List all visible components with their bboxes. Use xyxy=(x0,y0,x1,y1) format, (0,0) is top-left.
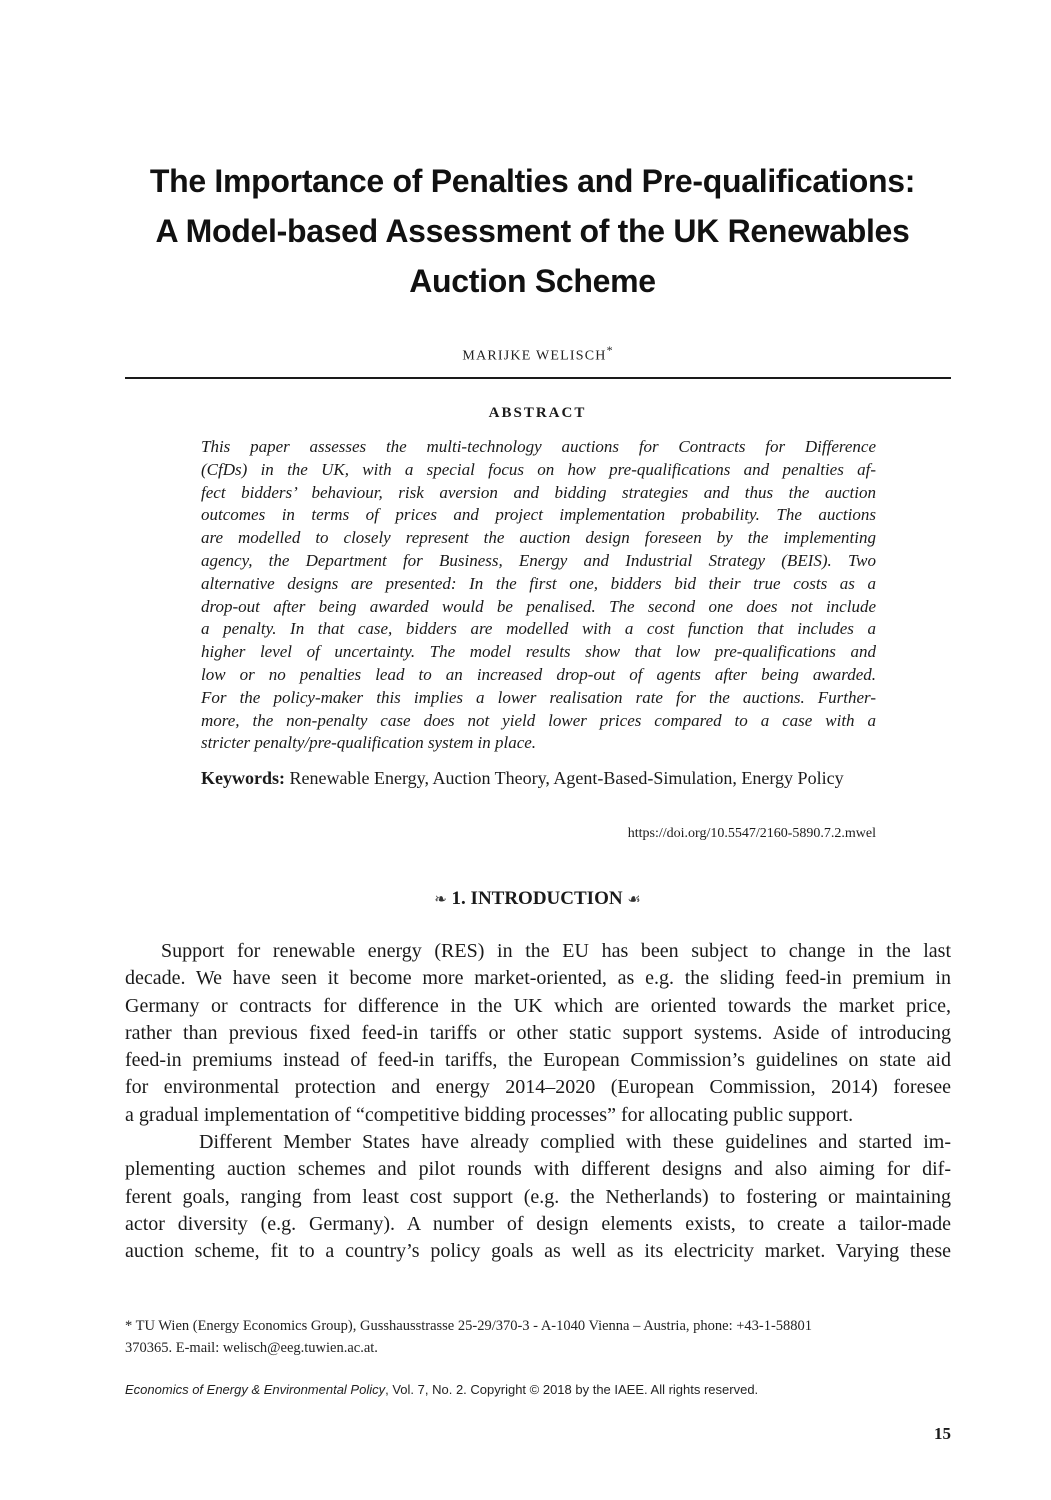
abstract-line: a penalty. In that case, bidders are modelled with a cost function that includes a xyxy=(201,619,876,639)
body-line: auction scheme, fit to a country’s policy goals as well as its electricity market. Varying these xyxy=(125,1240,951,1263)
author-line xyxy=(0,343,1051,365)
body-line: feed-in premiums instead of feed-in tariffs, the European Commission’s guidelines on state aid xyxy=(125,1049,951,1072)
keywords xyxy=(201,767,876,790)
doi-link[interactable]: https://doi.org/10.5547/2160-5890.7.2.mwel xyxy=(627,826,876,841)
body-line: for environmental protection and energy 2014–2020 (European Commission, 2014) foresee xyxy=(125,1076,951,1099)
body-line: a gradual implementation of “competitive bidding processes” for allocating public support. xyxy=(125,1103,854,1126)
paper-title xyxy=(100,156,965,306)
journal-citation xyxy=(125,1382,951,1397)
body-line: actor diversity (e.g. Germany). A number of design elements exists, to create a tailor-made xyxy=(125,1212,951,1235)
abstract-line: stricter penalty/pre-qualification system in place. xyxy=(201,733,537,753)
body-line: Different Member States have already complied with these guidelines and started im- xyxy=(199,1131,951,1154)
title-line: A Model-based Assessment of the UK Renewables xyxy=(155,213,910,249)
title-line: Auction Scheme xyxy=(409,263,656,299)
section-heading xyxy=(0,888,1051,910)
footnote-line: * TU Wien (Energy Economics Group), Gusshausstrasse 25-29/370-3 - A-1040 Vienna – Austria, phone: +43-1-58801 xyxy=(125,1318,813,1334)
abstract-line: agency, the Department for Business, Energy and Industrial Strategy (BEIS). Two xyxy=(201,550,876,570)
journal-details: , Vol. 7, No. 2. Copyright © 2018 by the IAEE. All rights reserved. xyxy=(385,1382,759,1397)
introduction-body xyxy=(125,938,951,1266)
section-title: 1. INTRODUCTION xyxy=(451,888,623,909)
abstract-line: drop-out after being awarded would be penalised. The second one does not include xyxy=(201,596,876,616)
author-footnote-mark: * xyxy=(606,343,613,357)
body-line: ferent goals, ranging from least cost support (e.g. the Netherlands) to fostering or maintaining xyxy=(125,1185,951,1208)
header-divider xyxy=(125,377,951,379)
abstract-line: outcomes in terms of prices and project implementation probability. The auctions xyxy=(201,505,876,525)
body-line: decade. We have seen it become more market-oriented, as e.g. the sliding feed-in premium in xyxy=(125,967,951,990)
abstract-body xyxy=(201,436,876,755)
body-line: Support for renewable energy (RES) in the EU has been subject to change in the last xyxy=(161,940,951,962)
body-line: plementing auction schemes and pilot rounds with different designs and also aiming for dif- xyxy=(125,1158,951,1181)
journal-name: Economics of Energy & Environmental Policy xyxy=(125,1382,386,1397)
abstract-heading: ABSTRACT xyxy=(488,405,587,421)
abstract-line: (CfDs) in the UK, with a special focus on how pre-qualifications and penalties af- xyxy=(201,459,876,479)
page-number: 15 xyxy=(934,1424,951,1443)
fleuron-left-icon: ❧ xyxy=(434,892,447,908)
keywords-text: Renewable Energy, Auction Theory, Agent-Based-Simulation, Energy Policy xyxy=(289,768,844,788)
abstract-line: are modelled to closely represent the auction design foreseen by the implementing xyxy=(201,528,876,548)
body-line: Germany or contracts for difference in the UK which are oriented towards the market price, xyxy=(125,994,951,1017)
abstract-line: For the policy-maker this implies a lower realisation rate for the auctions. Further- xyxy=(201,687,876,707)
author-footnote xyxy=(125,1315,951,1359)
abstract-line: alternative designs are presented: In the first one, bidders bid their true costs as a xyxy=(201,573,876,593)
author-name: MARIJKE WELISCH xyxy=(462,348,607,364)
abstract-line: low or no penalties lead to an increased drop-out of agents after being awarded. xyxy=(201,664,876,684)
keywords-label: Keywords: xyxy=(201,768,285,788)
title-line: The Importance of Penalties and Pre-qualifications: xyxy=(149,163,916,199)
abstract-line: This paper assesses the multi-technology auctions for Contracts for Difference xyxy=(201,437,876,456)
abstract-line: more, the non-penalty case does not yield lower prices compared to a case with a xyxy=(201,710,876,730)
fleuron-right-icon: ☙ xyxy=(627,892,641,908)
abstract-line: higher level of uncertainty. The model results show that low pre-qualifications and xyxy=(201,642,876,662)
body-line: rather than previous fixed feed-in tariffs or other static support systems. Aside of introducing xyxy=(125,1021,951,1044)
footnote-line: 370365. E-mail: welisch@eeg.tuwien.ac.at. xyxy=(125,1340,378,1356)
abstract-line: fect bidders’ behaviour, risk aversion and bidding strategies and thus the auction xyxy=(201,482,876,502)
